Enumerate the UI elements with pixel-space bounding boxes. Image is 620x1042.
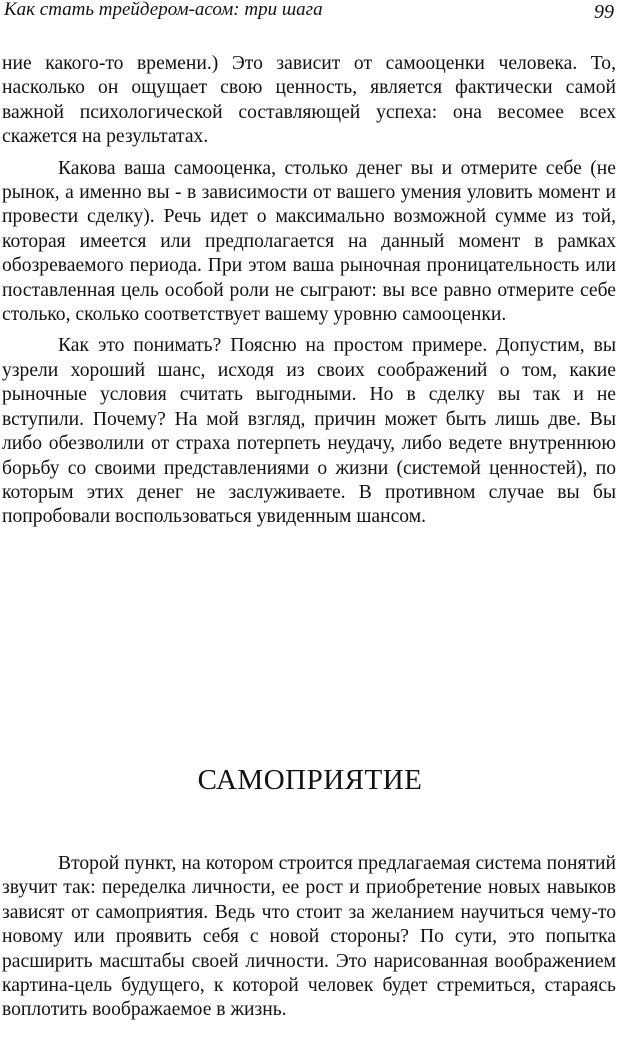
paragraph-2: Какова ваша самооценка, столько денег вы и отмерите себе (не рынок, а именно вы - в зависимости от вашего умения уловить момент и провести сделку). Речь идет о максимально возможной сумме из той, которая имеется или предполагается на данный момент в рамках обозреваемого периода. При этом ваша рыночная проницательность или поставленная цель особой роли не сыграют: вы все равно отмерите себе столько, сколько соответствует вашему уровню самооценки. [2, 157, 616, 326]
paragraph-3: Как это понимать? Поясню на простом примере. Допустим, вы узрели хороший шанс, исходя из своих соображений о том, какие рыночные условия считать выгодными. Но в сделку вы так и не вступили. Почему? На мой взгляд, причин может быть лишь две. Вы либо обезволили от страха потерпеть неудачу, либо ведете внутреннюю борьбу со своими представлениями о жизни (системой ценностей), по которым этих денег не заслуживаете. В противном случае вы бы попробовали воспользоваться увиденным шансом. [2, 335, 616, 528]
page-number: 99 [594, 1, 614, 23]
section-text-block [2, 852, 616, 1030]
section-heading: САМОПРИЯТИЕ [197, 764, 423, 796]
running-header [4, 0, 616, 22]
paragraph-1: ние какого-то времени.) Это зависит от самооценки человека. То, насколько он ощущает свою ценность, является фактически самой важной психологической составляющей успеха: она весомее всех скажется на результатах. [2, 53, 616, 148]
main-text-block [2, 52, 616, 537]
running-title: Как стать трейдером-асом: три шага [4, 0, 323, 20]
section-paragraph: Второй пункт, на котором строится предлагаемая система понятий звучит так: переделка личности, ее рост и приобретение новых навыков зависят от самоприятия. Ведь что стоит за желанием научиться чему-то новому или проявить себя с новой стороны? По сути, это попытка расширить масштабы своей личности. Это нарисованная воображением картина-цель будущего, к которой человек будет стремиться, стараясь воплотить воображаемое в жизнь. [2, 853, 616, 1021]
